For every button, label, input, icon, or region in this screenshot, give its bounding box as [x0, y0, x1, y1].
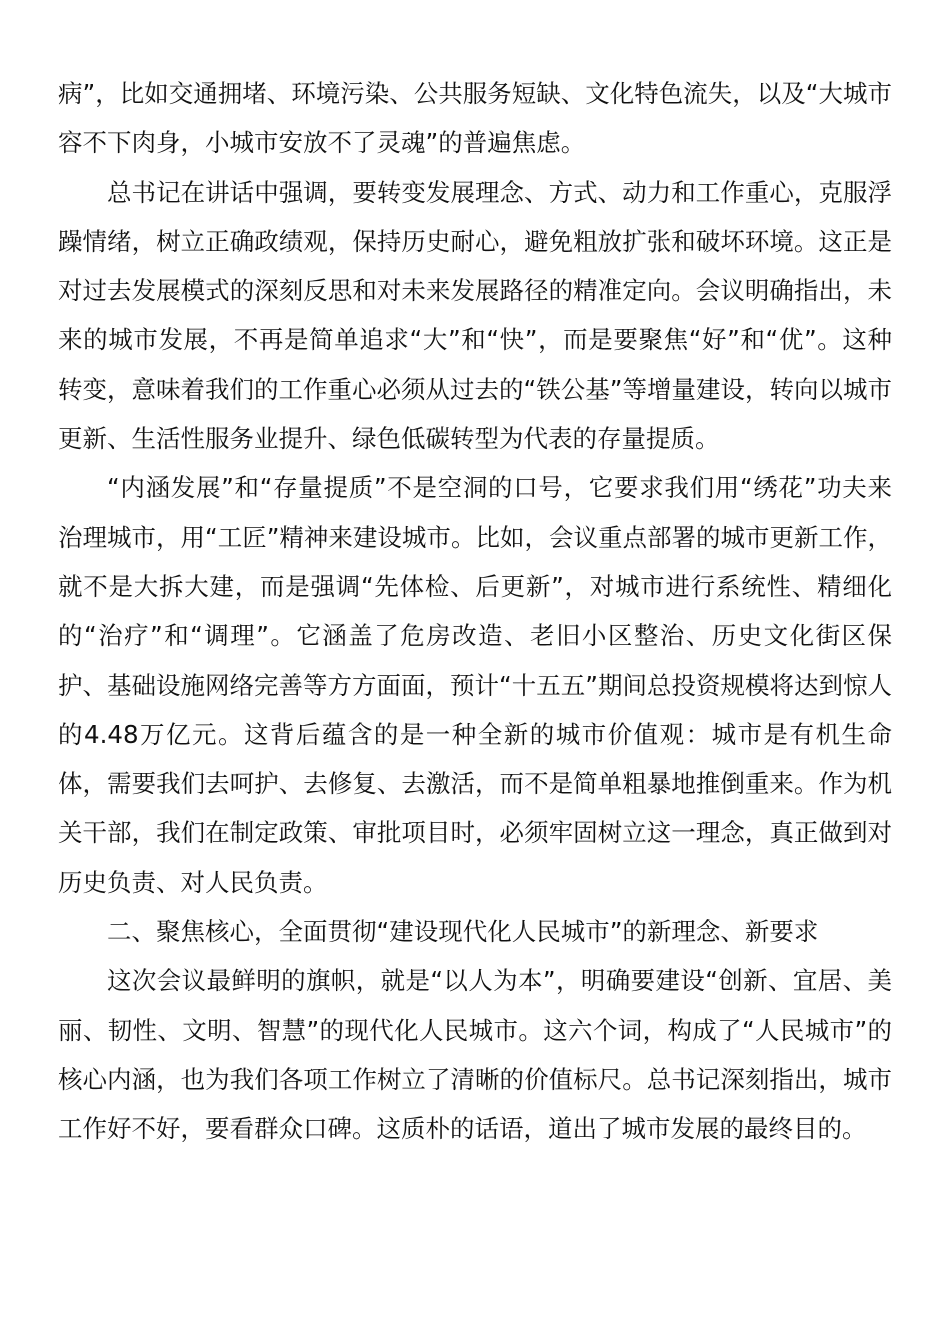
- paragraph-development-philosophy: 总书记在讲话中强调，要转变发展理念、方式、动力和工作重心，克服浮躁情绪，树立正确政绩观，保持历史耐心，避免粗放扩张和破坏环境。这正是对过去发展模式的深刻反思和对未来发展路径的精准定向。会议明确指出，未来的城市发展，不再是简单追求“大”和“快”，而是要聚焦“好”和“优”。这种转变，意味着我们的工作重心必须从过去的“铁公基”等增量建设，转向以城市更新、生活性服务业提升、绿色低碳转型为代表的存量提质。: [58, 177, 892, 454]
- document-page: [58, 69, 892, 1154]
- paragraph-people-city: 这次会议最鲜明的旗帜，就是“以人为本”，明确要建设“创新、宜居、美丽、韧性、文明、智慧”的现代化人民城市。这六个词，构成了“人民城市”的核心内涵，也为我们各项工作树立了清晰的价值标尺。总书记深刻指出，城市工作好不好，要看群众口碑。这质朴的话语，道出了城市发展的最终目的。: [58, 966, 892, 1144]
- paragraph-continuation: 病”，比如交通拥堵、环境污染、公共服务短缺、文化特色流失，以及“大城市容不下肉身，小城市安放不了灵魂”的普遍焦虑。: [58, 79, 892, 158]
- section-heading-two: 二、聚焦核心，全面贯彻“建设现代化人民城市”的新理念、新要求: [107, 917, 819, 947]
- paragraph-urban-renewal: “内涵发展”和“存量提质”不是空洞的口号，它要求我们用“绣花”功夫来治理城市，用“工匠”精神来建设城市。比如，会议重点部署的城市更新工作，就不是大拆大建，而是强调“先体检、后更新”，对城市进行系统性、精细化的“治疗”和“调理”。它涵盖了危房改造、老旧小区整治、历史文化街区保护、基础设施网络完善等方方面面，预计“十五五”期间总投资规模将达到惊人的4.48万亿元。这背后蕴含的是一种全新的城市价值观：城市是有机生命体，需要我们去呵护、去修复、去激活，而不是简单粗暴地推倒重来。作为机关干部，我们在制定政策、审批项目时，必须牢固树立这一理念，真正做到对历史负责、对人民负责。: [58, 473, 892, 897]
